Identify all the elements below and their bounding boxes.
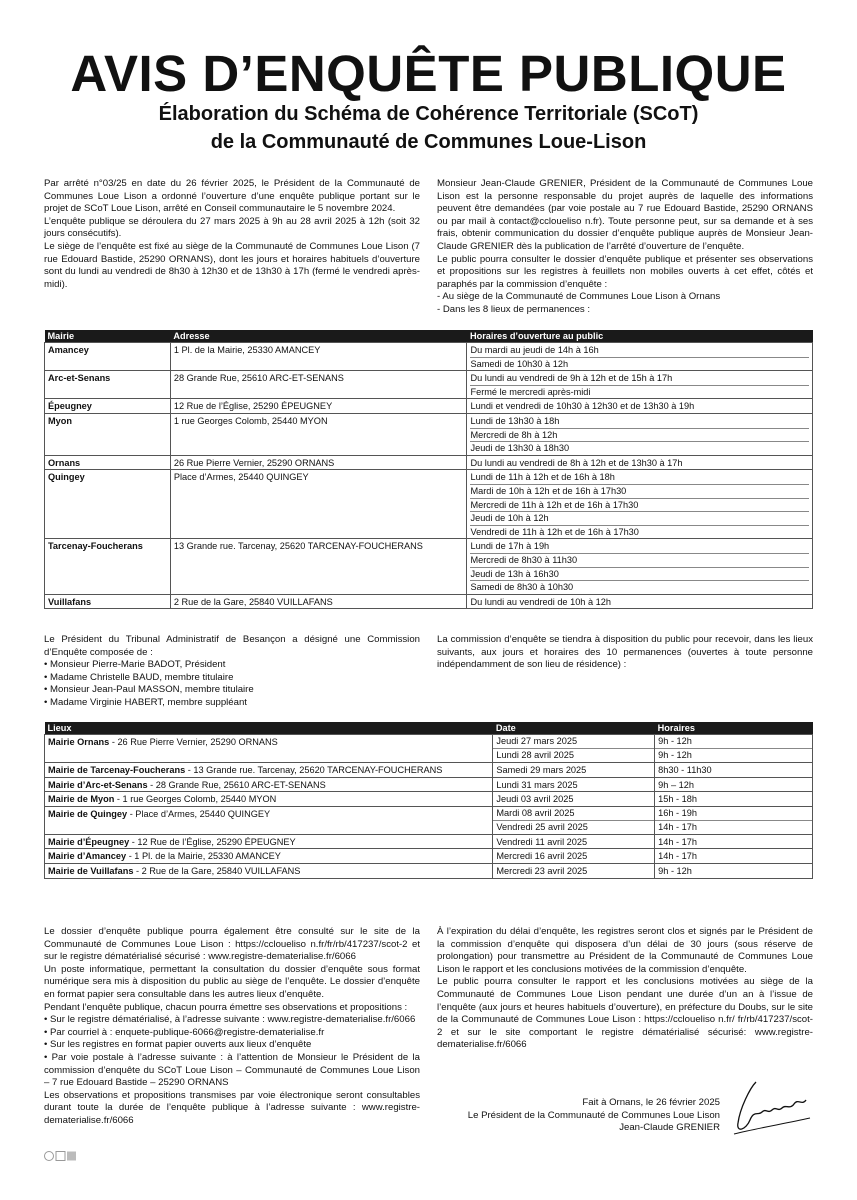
handwritten-signature [728, 1078, 813, 1138]
table-cell-horaires: 9h - 12h [655, 863, 813, 878]
table-cell-horaires [655, 806, 813, 834]
table-cell-date [493, 806, 655, 834]
lieu-address: - 13 Grande rue. Tarcenay, 25620 TARCENAY-FOUCHERANS [185, 765, 443, 775]
consultation-paragraph: À l’expiration du délai d’enquête, les registres seront clos et signés par le Président de la commission d’enquête qui disposera d’un délai de 30 jours (sous réserve de prolongation) pour transmettre au Président de la Communauté de Communes Loue Lison le rapport et les conclusions motivées de la commission d’enquête. [437, 926, 813, 975]
table-cell-adresse: 26 Rue Pierre Vernier, 25290 ORNANS [170, 455, 467, 470]
lieu-address: - Place d’Armes, 25440 QUINGEY [127, 808, 271, 819]
hours-line: Jeudi de 13h30 à 18h30 [470, 443, 570, 454]
table-cell-horaires: 15h - 18h [655, 792, 813, 807]
intro-paragraph: Monsieur Jean-Claude GRENIER, Président de la Communauté de Communes Loue Lison est la personne responsable du projet auprès de laquelle des informations peuvent être demandées (par voie postale au 7 rue Edouard Bastide, 25290 ORNANS ou par mail à contact@ccloueliso n.fr). Toute personne peut, sur sa demande et à ses frais, obtenir communication du dossier d’enquête publique auprès de Monsieur Jean-Claude GRENIER dès la publication de l’arrêté d’ouverture de l’enquête. [437, 178, 813, 252]
table-cell-lieu [45, 834, 493, 849]
commission-member: • Madame Christelle BAUD, membre titulaire [44, 671, 234, 683]
consultation-left-column [44, 926, 420, 1128]
table-header-cell: Lieux [45, 722, 493, 735]
hours-line: Du mardi au jeudi de 14h à 16h [470, 344, 809, 358]
consultation-bullet: • Par voie postale à l’adresse suivante : à l’attention de Monsieur le Président de la commission d’enquête du SCoT Loue Lison – Communauté de Communes Loue Lison – 7 rue Edouard Bastide – 25290 ORNANS [44, 1051, 420, 1089]
consultation-paragraph: Les observations et propositions transmises par voie électronique seront consultables durant toute la durée de l’enquête publique à l’adresse suivante : www.registre-dematerialise.fr/6066 [44, 1089, 420, 1126]
table-row [45, 834, 813, 849]
hours-line: Samedi de 10h30 à 12h [470, 358, 569, 369]
hours-line: Lundi de 17h à 19h [470, 540, 809, 554]
table-cell-lieu [45, 849, 493, 864]
table-cell-horaires [467, 539, 813, 594]
hours-line: Samedi de 8h30 à 10h30 [470, 582, 574, 593]
consultation-right-column [437, 926, 813, 1052]
lieu-name: Mairie Ornans [48, 737, 110, 747]
table-cell-horaires: 8h30 - 11h30 [655, 763, 813, 778]
intro-paragraph: Le public pourra consulter le dossier d’enquête publique et présenter ses observations et propositions sur les registres à feuillets non mobiles ouverts à cet effet, côtés et paraphés par la commission d’enquête : [437, 253, 813, 290]
date-line: Vendredi 25 avril 2025 [496, 821, 588, 832]
table-cell-date: Lundi 31 mars 2025 [493, 777, 655, 792]
permanences-table [44, 722, 813, 879]
table-row [45, 777, 813, 792]
intro-right-column [437, 178, 813, 317]
lieu-name: Mairie de Tarcenay-Foucherans [48, 765, 186, 775]
table-cell-horaires [655, 735, 813, 763]
commission-left-column [44, 634, 420, 710]
intro-left-column [44, 178, 420, 291]
lieu-name: Mairie de Vuillafans [48, 865, 134, 876]
table-cell-adresse: 13 Grande rue. Tarcenay, 25620 TARCENAY-FOUCHERANS [170, 539, 467, 594]
table-cell-mairie: Quingey [45, 470, 171, 539]
consultation-paragraph: Pendant l’enquête publique, chacun pourra émettre ses observations et propositions : [44, 1001, 408, 1013]
table-cell-horaires [467, 594, 813, 609]
consultation-paragraph: Le public pourra consulter le rapport et les conclusions motivées au siège de la Communauté de Communes Loue Lison pendant une durée d’un an à l’issue de l’enquête (aux jours et heures habituels d’ouverture), en préfecture du Doubs, sur le site de la Communauté de Communes Loue Lison : https://ccloueliso n.fr/ fr/rb/417237/scot-2 et sur le site comportant le registre dématérialisé sécurisé: www.registre-dematerialise.fr/6066 [437, 976, 813, 1051]
signature-place-date: Fait à Ornans, le 26 février 2025 [582, 1097, 720, 1108]
consultation-paragraph: Le dossier d’enquête publique pourra également être consulté sur le site de la Communauté de Communes Loue Lison : https://ccloueliso n.fr/fr/rb/417237/scot-2 et sur le registre dématérialisé sécurisé : www.registre-dematerialise.fr/6066 [44, 926, 420, 963]
lieu-address: - 12 Rue de l’Église, 25290 ÉPEUGNEY [129, 836, 296, 847]
table-cell-horaires [467, 455, 813, 470]
table-cell-adresse: 12 Rue de l’Église, 25290 ÉPEUGNEY [170, 399, 467, 414]
table-header-cell: Horaires d’ouverture au public [467, 330, 813, 343]
table-cell-lieu [45, 792, 493, 807]
table-row [45, 806, 813, 834]
table-cell-date [493, 735, 655, 763]
table-cell-date: Mercredi 16 avril 2025 [493, 849, 655, 864]
page-subtitle-line2: de la Communauté de Communes Loue-Lison [210, 131, 647, 153]
table-cell-adresse: 28 Grande Rue, 25610 ARC-ET-SENANS [170, 371, 467, 399]
table-header-cell: Mairie [45, 330, 171, 343]
table-cell-mairie: Ornans [45, 455, 171, 470]
consultation-bullet: • Sur les registres en format papier ouverts aux lieux d’enquête [44, 1039, 312, 1051]
commission-paragraph: Le Président du Tribunal Administratif de Besançon a désigné une Commission d’Enquête composée de : [44, 634, 420, 658]
date-line: Jeudi 27 mars 2025 [493, 735, 654, 749]
table-row [45, 413, 813, 455]
table-cell-lieu [45, 777, 493, 792]
table-cell-mairie: Vuillafans [45, 594, 171, 609]
lieu-name: Mairie d’Arc-et-Senans [48, 779, 148, 790]
intro-paragraph: Par arrêté n°03/25 en date du 26 février 2025, le Président de la Communauté de Communes Loue Lison a ordonné l’ouverture d’une enquête publique portant sur le projet de SCoT Loue Lison, arrêté en Conseil communautaire le 5 novembre 2024. [44, 178, 420, 215]
table-cell-horaires: 9h – 12h [655, 777, 813, 792]
table-row [45, 539, 813, 594]
table-cell-horaires [467, 343, 813, 371]
commission-member: • Monsieur Pierre-Marie BADOT, Président [44, 659, 226, 671]
hours-line: Du lundi au vendredi de 10h à 12h [470, 596, 611, 607]
commission-member: • Madame Virginie HABERT, membre suppléant [44, 696, 247, 708]
mairie-hours-table [44, 330, 813, 609]
footer-logo-icon [44, 1150, 78, 1162]
table-cell-adresse: Place d’Armes, 25440 QUINGEY [170, 470, 467, 539]
table-row [45, 399, 813, 414]
table-cell-mairie: Arc-et-Senans [45, 371, 171, 399]
hours-line: Jeudi de 10h à 12h [470, 512, 809, 526]
signature-block [420, 1097, 720, 1135]
table-cell-mairie: Amancey [45, 343, 171, 371]
lieu-address: - 26 Rue Pierre Vernier, 25290 ORNANS [109, 737, 278, 747]
consultation-bullet: • Par courriel à : enquete-publique-6066@registre-dematerialise.fr [44, 1026, 325, 1038]
date-line: Lundi 28 avril 2025 [496, 750, 575, 760]
page-title: AVIS D’ENQUÊTE PUBLIQUE [70, 45, 787, 102]
table-cell-lieu [45, 806, 493, 834]
lieu-name: Mairie d’Amancey [48, 851, 127, 862]
hours-line: Du lundi au vendredi de 9h à 12h et de 15h à 17h [470, 372, 809, 386]
lieu-name: Mairie de Myon [48, 794, 115, 805]
lieu-name: Mairie d’Épeugney [48, 836, 130, 847]
table-row [45, 763, 813, 778]
table-cell-adresse: 1 rue Georges Colomb, 25440 MYON [170, 413, 467, 455]
table-row [45, 470, 813, 539]
table-row [45, 792, 813, 807]
table-row [45, 371, 813, 399]
table-cell-horaires [467, 371, 813, 399]
signature-name: Jean-Claude GRENIER [619, 1122, 720, 1134]
table-header-cell: Adresse [170, 330, 467, 343]
table-cell-lieu [45, 735, 493, 763]
hours-line: Du lundi au vendredi de 8h à 12h et de 13h30 à 17h [470, 457, 683, 468]
table-cell-horaires: 14h - 17h [655, 834, 813, 849]
table-row [45, 594, 813, 609]
table-row [45, 455, 813, 470]
table-cell-mairie: Épeugney [45, 399, 171, 414]
commission-right-column [437, 634, 813, 672]
hours-line: Lundi et vendredi de 10h30 à 12h30 et de 13h30 à 19h [470, 401, 695, 412]
table-cell-date: Jeudi 03 avril 2025 [493, 792, 655, 807]
table-cell-date: Mercredi 23 avril 2025 [493, 863, 655, 878]
commission-member: • Monsieur Jean-Paul MASSON, membre titulaire [44, 684, 254, 696]
hours-line: Vendredi de 11h à 12h et de 16h à 17h30 [470, 526, 639, 537]
table-cell-adresse: 2 Rue de la Gare, 25840 VUILLAFANS [170, 594, 467, 609]
table-cell-date: Vendredi 11 avril 2025 [493, 834, 655, 849]
hours-line: Mardi de 10h à 12h et de 16h à 17h30 [470, 485, 809, 499]
table-cell-horaires [467, 413, 813, 455]
hours-line: Lundi de 13h30 à 18h [470, 415, 809, 429]
signature-role: Le Président de la Communauté de Communes Loue Lison [467, 1109, 720, 1121]
table-cell-mairie: Myon [45, 413, 171, 455]
intro-paragraph: - Au siège de la Communauté de Communes Loue Lison à Ornans [437, 291, 721, 303]
lieu-address: - 1 Pl. de la Mairie, 25330 AMANCEY [126, 851, 281, 862]
hours-line: Mercredi de 11h à 12h et de 16h à 17h30 [470, 499, 809, 513]
page-subtitle-line1: Élaboration du Schéma de Cohérence Territoriale (SCoT) [158, 103, 699, 125]
table-cell-lieu [45, 863, 493, 878]
table-row [45, 849, 813, 864]
table-header-row [45, 722, 813, 735]
table-cell-date: Samedi 29 mars 2025 [493, 763, 655, 778]
intro-paragraph: - Dans les 8 lieux de permanences : [437, 303, 591, 315]
lieu-address: - 28 Grande Rue, 25610 ARC-ET-SENANS [147, 779, 326, 790]
table-header-row [45, 330, 813, 343]
intro-paragraph: Le siège de l’enquête est fixé au siège de la Communauté de Communes Loue Lison (7 rue Edouard Bastide, 25290 ORNANS), dont les jours et horaires habituels d’ouverture sont du lundi au vendredi de 8h30 à 12h30 et de 13h30 à 17h (fermé le vendredi après-midi). [44, 240, 420, 290]
intro-paragraph: L’enquête publique se déroulera du 27 mars 2025 à 9h au 28 avril 2025 à 12h (soit 32 jours consécutifs). [44, 215, 420, 240]
commission-paragraph: La commission d’enquête se tiendra à disposition du public pour recevoir, dans les lieux suivants, aux jours et horaires des 10 permanences (ouvertes à toute personne indépendamment de son lieu de résidence) : [437, 634, 813, 671]
lieu-address: - 2 Rue de la Gare, 25840 VUILLAFANS [133, 865, 301, 876]
table-header-cell: Horaires [655, 722, 813, 735]
hours-line: 9h - 12h [658, 750, 692, 760]
table-cell-mairie: Tarcenay-Foucherans [45, 539, 171, 594]
hours-line: Mercredi de 8h à 12h [470, 429, 809, 443]
hours-line: Jeudi de 13h à 16h30 [470, 568, 809, 582]
consultation-paragraph: Un poste informatique, permettant la consultation du dossier d’enquête sous format numérique sera mis à disposition du public au siège de l’enquête. Le dossier d’enquête en format papier sera consultable dans les autres lieux d’enquête. [44, 963, 420, 1000]
lieu-name: Mairie de Quingey [48, 808, 128, 819]
hours-line: Mercredi de 8h30 à 11h30 [470, 554, 809, 568]
hours-line: 9h - 12h [655, 735, 812, 749]
table-cell-horaires [467, 399, 813, 414]
date-line: Mardi 08 avril 2025 [493, 807, 654, 821]
table-header-cell: Date [493, 722, 655, 735]
table-cell-adresse: 1 Pl. de la Mairie, 25330 AMANCEY [170, 343, 467, 371]
hours-line: Fermé le mercredi après-midi [470, 386, 591, 397]
table-cell-horaires [467, 470, 813, 539]
hours-line: 16h - 19h [655, 807, 812, 821]
table-row [45, 735, 813, 763]
table-row [45, 343, 813, 371]
lieu-address: - 1 rue Georges Colomb, 25440 MYON [114, 794, 277, 805]
hours-line: 14h - 17h [658, 821, 697, 832]
table-cell-lieu [45, 763, 493, 778]
hours-line: Lundi de 11h à 12h et de 16h à 18h [470, 471, 809, 485]
consultation-bullet: • Sur le registre dématérialisé, à l’adresse suivante : www.registre-dematerialise.fr/6066 [44, 1014, 416, 1026]
table-row [45, 863, 813, 878]
table-cell-horaires: 14h - 17h [655, 849, 813, 864]
